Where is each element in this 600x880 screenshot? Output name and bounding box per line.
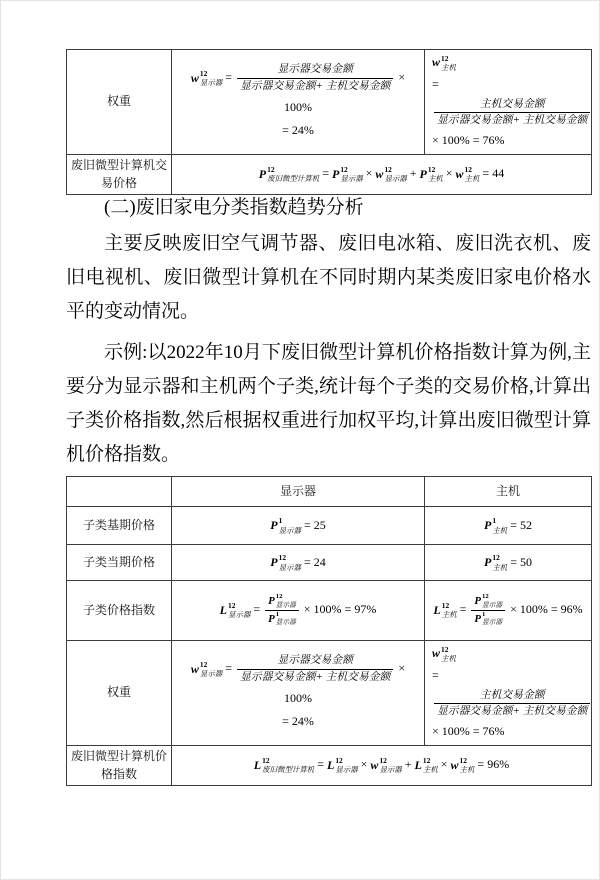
formula-trade-price: P 12 废旧微型计算机 = P 12 显示器 × w 12 显示器 + P 12 主机 × w 12 主机 = 44 <box>172 154 592 194</box>
formula-index-host: L 12 主机 = P 12 显示器 P 1 显示器 × 100% = 96% <box>425 581 592 641</box>
formula-weight-host: w 12 主机 = $\frac{\text{主机交易金额}}{\text{显示器交易金额+ 主机交易金额}}$ × 100% = 76% <box>425 641 592 746</box>
formula-current-host: P 12 主机 = 50 <box>425 545 592 581</box>
table-row <box>67 154 592 194</box>
formula-weight-display: w 12 显示器 = $\frac{\text{显示器交易金额}}{\text{显示器交易金额+ 主机交易金额}}$ × 100% = 24% <box>172 641 425 746</box>
table-row <box>67 50 592 155</box>
formula-weight-display: w 12 显示器 = $\frac{\text{显示器交易金额}}{\text{显示器交易金额+ 主机交易金额}}$ × 100% = 24% <box>172 50 425 155</box>
price-index-table <box>66 476 592 786</box>
row-label-weight: 权重 <box>67 50 172 155</box>
trade-price-table <box>66 49 592 195</box>
table-row <box>67 545 592 581</box>
row-label-subindex: 子类价格指数 <box>67 581 172 641</box>
section-heading: (二)废旧家电分类指数趋势分析 <box>104 197 364 218</box>
paragraph-example: 示例:以2022年10月下废旧微型计算机价格指数计算为例,主要分为显示器和主机两个子类,统计每个子类的交易价格,计算出子类价格指数,然后根据权重进行加权平均,计算出废旧微型计算机价格指数。 <box>66 342 591 465</box>
row-label-trade-price: 废旧微型计算机交易价格 <box>67 154 172 194</box>
row-label-weight: 权重 <box>67 641 172 746</box>
table-header-row <box>67 477 592 507</box>
paragraph-overview: 主要反映废旧空气调节器、废旧电冰箱、废旧洗衣机、废旧电视机、废旧微型计算机在不同时期内某类废旧家电价格水平的变动情况。 <box>66 233 591 322</box>
corner-cell <box>67 477 172 507</box>
column-header-host: 主机 <box>425 477 592 507</box>
formula-base-display: P 1 显示器 = 25 <box>172 507 425 545</box>
table-row <box>67 581 592 641</box>
row-label-current-price: 子类当期价格 <box>67 545 172 581</box>
formula-price-index: L 12 废旧微型计算机 = L 12 显示器 × w 12 显示器 + L 12 主机 × w 12 主机 = 96% <box>172 745 592 785</box>
column-header-display: 显示器 <box>172 477 425 507</box>
table-row <box>67 507 592 545</box>
row-label-price-index: 废旧微型计算机价格指数 <box>67 745 172 785</box>
formula-index-display: L 12 显示器 = P 12 显示器 P 1 显示器 × 100% = 97% <box>172 581 425 641</box>
formula-weight-host: w 12 主机 = $\frac{\text{主机交易金额}}{\text{显示器交易金额+ 主机交易金额}}$ × 100% = 76% <box>425 50 592 155</box>
table-row <box>67 641 592 746</box>
table-row <box>67 745 592 785</box>
formula-current-display: P 12 显示器 = 24 <box>172 545 425 581</box>
row-label-base-price: 子类基期价格 <box>67 507 172 545</box>
formula-base-host: P 1 主机 = 52 <box>425 507 592 545</box>
